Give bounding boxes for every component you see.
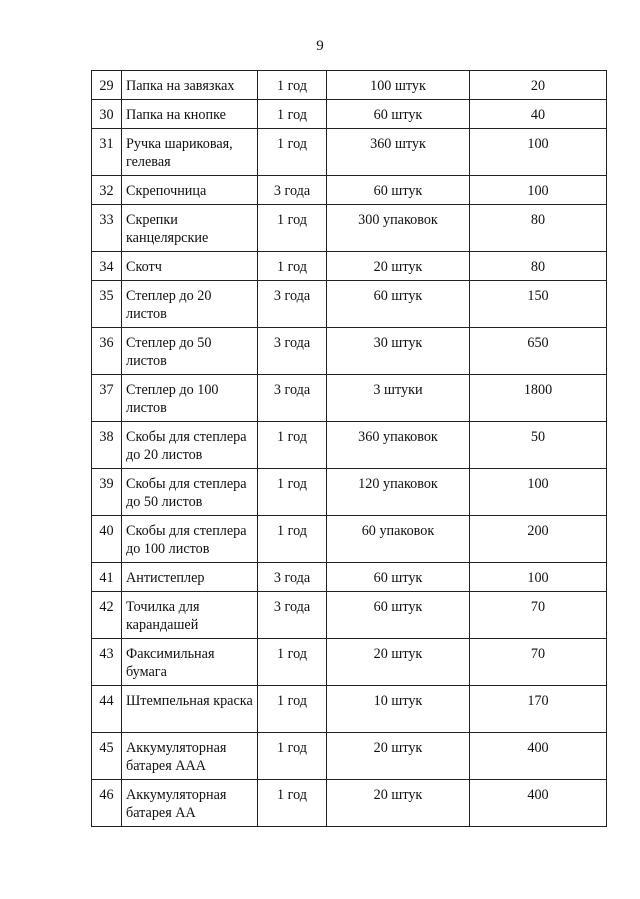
usage-term: 3 года [258,328,327,375]
row-number: 33 [92,205,122,252]
table-row [92,100,607,129]
price: 40 [470,100,607,129]
item-name: Аккумуляторная батарея АА [122,780,258,827]
row-number: 43 [92,639,122,686]
row-number: 29 [92,71,122,100]
table-row [92,516,607,563]
usage-term: 1 год [258,422,327,469]
usage-term: 3 года [258,563,327,592]
price: 20 [470,71,607,100]
price: 100 [470,129,607,176]
usage-term: 1 год [258,686,327,733]
item-name: Степлер до 50 листов [122,328,258,375]
usage-term: 1 год [258,100,327,129]
quantity: 60 штук [327,592,470,639]
item-name: Степлер до 20 листов [122,281,258,328]
table-row [92,205,607,252]
usage-term: 1 год [258,639,327,686]
item-name: Точилка для карандашей [122,592,258,639]
price: 400 [470,780,607,827]
usage-term: 3 года [258,375,327,422]
row-number: 41 [92,563,122,592]
table-row [92,328,607,375]
usage-term: 1 год [258,733,327,780]
usage-term: 3 года [258,176,327,205]
row-number: 40 [92,516,122,563]
price: 200 [470,516,607,563]
price: 50 [470,422,607,469]
item-name: Штемпельная краска [122,686,258,733]
item-name: Скобы для степлера до 100 листов [122,516,258,563]
item-name: Степлер до 100 листов [122,375,258,422]
price: 100 [470,176,607,205]
price: 400 [470,733,607,780]
price: 150 [470,281,607,328]
item-name: Скрепки канцелярские [122,205,258,252]
table-row [92,639,607,686]
price: 170 [470,686,607,733]
row-number: 45 [92,733,122,780]
quantity: 120 упаковок [327,469,470,516]
table-row [92,71,607,100]
price: 80 [470,252,607,281]
usage-term: 1 год [258,516,327,563]
quantity: 100 штук [327,71,470,100]
item-name: Ручка шариковая, гелевая [122,129,258,176]
table-row [92,176,607,205]
item-name: Факсимильная бумага [122,639,258,686]
table-row [92,281,607,328]
quantity: 20 штук [327,780,470,827]
table-row [92,563,607,592]
row-number: 42 [92,592,122,639]
item-name: Скотч [122,252,258,281]
quantity: 20 штук [327,252,470,281]
quantity: 360 упаковок [327,422,470,469]
usage-term: 1 год [258,205,327,252]
row-number: 31 [92,129,122,176]
quantity: 10 штук [327,686,470,733]
table-row [92,733,607,780]
quantity: 60 штук [327,176,470,205]
row-number: 37 [92,375,122,422]
usage-term: 1 год [258,129,327,176]
item-name: Скобы для степлера до 50 листов [122,469,258,516]
quantity: 60 упаковок [327,516,470,563]
page-number: 9 [316,38,324,54]
row-number: 38 [92,422,122,469]
quantity: 300 упаковок [327,205,470,252]
item-name: Папка на завязках [122,71,258,100]
row-number: 34 [92,252,122,281]
item-name: Скрепочница [122,176,258,205]
row-number: 46 [92,780,122,827]
table-row [92,592,607,639]
quantity: 360 штук [327,129,470,176]
table-row [92,252,607,281]
usage-term: 1 год [258,252,327,281]
table-row [92,686,607,733]
item-name: Антистеплер [122,563,258,592]
price: 70 [470,592,607,639]
item-name: Аккумуляторная батарея ААА [122,733,258,780]
table-row [92,422,607,469]
usage-term: 1 год [258,469,327,516]
quantity: 60 штук [327,281,470,328]
quantity: 20 штук [327,639,470,686]
item-name: Папка на кнопке [122,100,258,129]
quantity: 20 штук [327,733,470,780]
supplies-table [91,70,607,827]
price: 100 [470,563,607,592]
table-row [92,129,607,176]
table-row [92,780,607,827]
usage-term: 1 год [258,71,327,100]
price: 70 [470,639,607,686]
row-number: 39 [92,469,122,516]
row-number: 30 [92,100,122,129]
price: 80 [470,205,607,252]
item-name: Скобы для степлера до 20 листов [122,422,258,469]
table-row [92,375,607,422]
usage-term: 1 год [258,780,327,827]
row-number: 35 [92,281,122,328]
quantity: 60 штук [327,563,470,592]
usage-term: 3 года [258,281,327,328]
price: 100 [470,469,607,516]
table-row [92,469,607,516]
quantity: 3 штуки [327,375,470,422]
row-number: 32 [92,176,122,205]
price: 650 [470,328,607,375]
quantity: 30 штук [327,328,470,375]
price: 1800 [470,375,607,422]
row-number: 44 [92,686,122,733]
usage-term: 3 года [258,592,327,639]
quantity: 60 штук [327,100,470,129]
row-number: 36 [92,328,122,375]
